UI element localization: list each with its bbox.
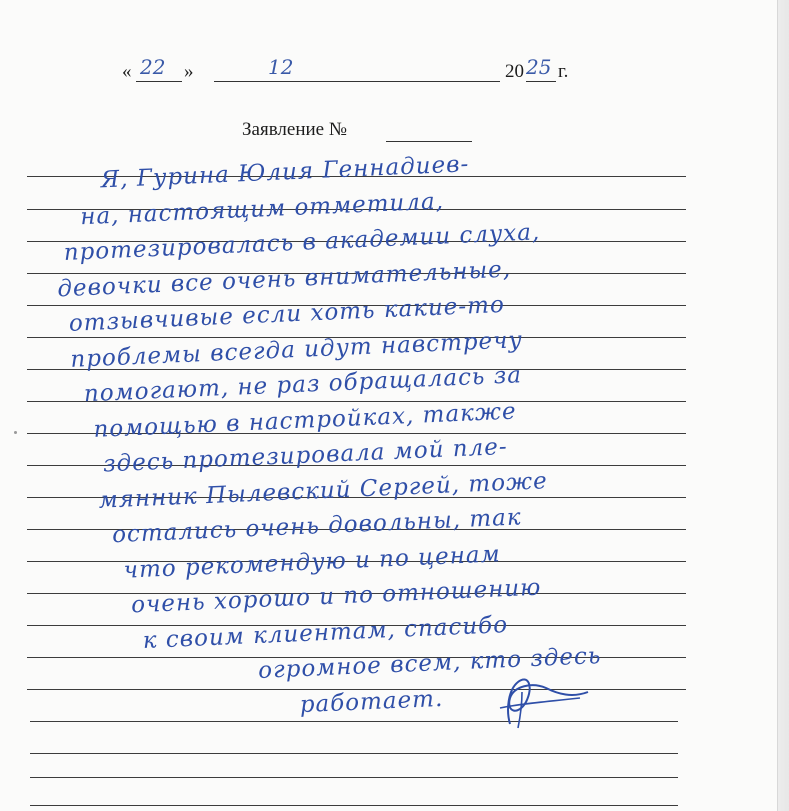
statement-line: работает. (299, 685, 444, 718)
statement-line: на, настоящим отметила, (79, 187, 445, 230)
statement-line: помогают, не раз обращалась за (83, 362, 523, 408)
statement-line: проблемы всегда идут навстречу (69, 326, 524, 373)
date-day: 22 (140, 55, 166, 79)
number-underline (386, 141, 472, 142)
year-prefix: 20 (505, 61, 524, 82)
year-underline (526, 81, 556, 82)
date-row (122, 53, 602, 85)
statement-line: протезировалась в академии слуха, (63, 219, 541, 267)
day-underline (136, 81, 182, 82)
page-edge (777, 0, 789, 811)
statement-line: огромное всем, кто здесь (257, 642, 602, 684)
quote-open: « (122, 61, 132, 82)
year-unit: г. (558, 61, 569, 82)
statement-line: остались очень довольны, так (111, 504, 523, 549)
statement-line: что рекомендую и по ценам (123, 540, 502, 584)
date-month: 12 (268, 55, 294, 79)
statement-line: девочки все очень внимательные, (56, 256, 512, 302)
signature (488, 672, 598, 732)
statement-line: очень хорошо и по отношению (130, 574, 542, 619)
ruled-line (30, 753, 678, 754)
quote-close: » (184, 61, 194, 82)
year-suffix: 25 (526, 55, 552, 79)
paper-speck (14, 431, 17, 434)
statement-line: здесь протезировала мой пле- (102, 433, 509, 478)
ruled-line (30, 777, 678, 778)
document-title: Заявление № (242, 119, 347, 140)
statement-line: Я, Гурина Юлия Геннадиев- (100, 151, 470, 194)
ruled-line (30, 805, 678, 806)
month-underline (214, 81, 500, 82)
handwritten-statement (40, 137, 724, 733)
statement-line: к своим клиентам, спасибо (142, 611, 509, 654)
statement-line: помощью в настройках, также (92, 397, 518, 443)
statement-line: мянник Пылевский Сергей, тоже (98, 467, 549, 514)
statement-line: отзывчивые если хоть какие-то (68, 291, 506, 337)
